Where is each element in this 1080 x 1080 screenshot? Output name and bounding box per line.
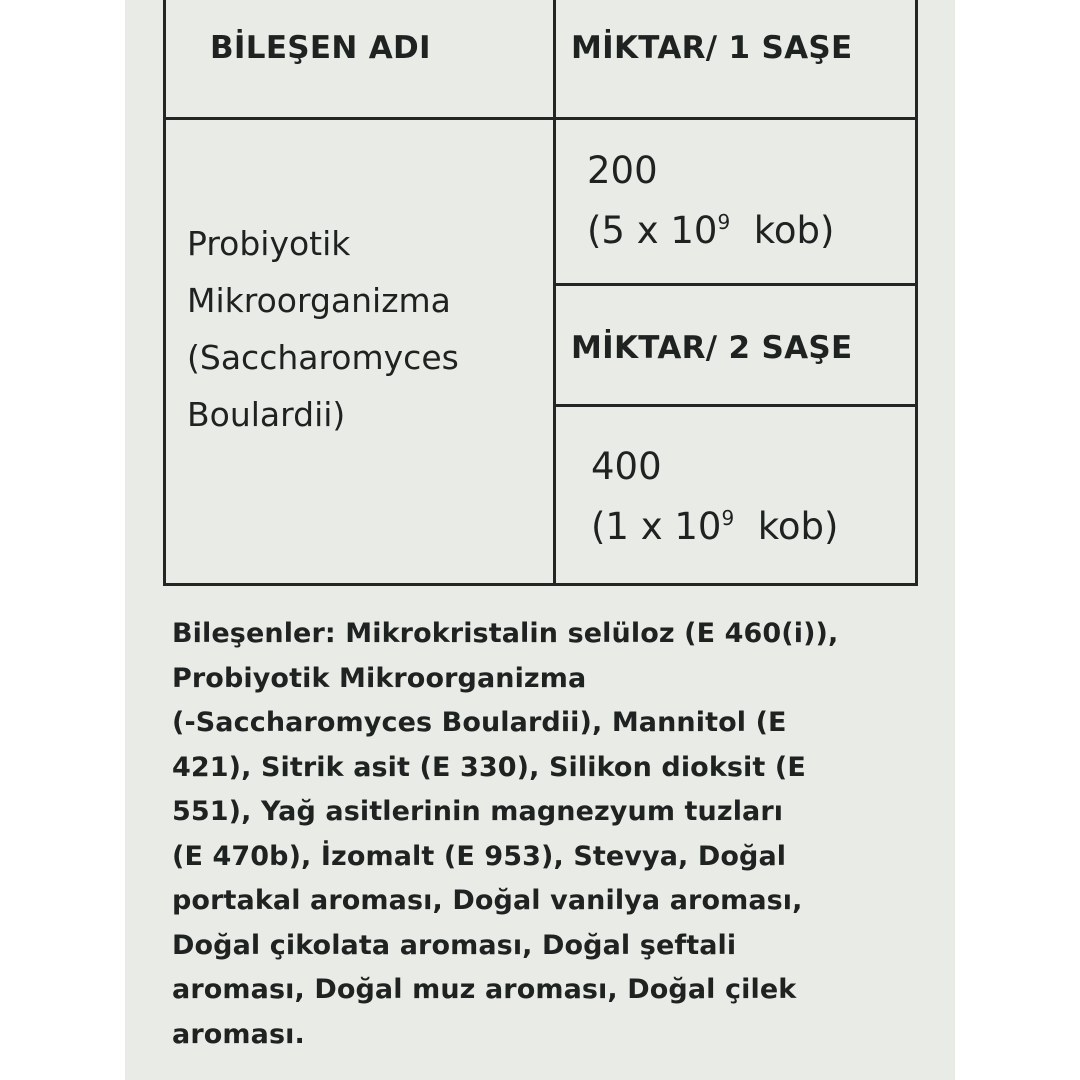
table-bottom-border	[163, 583, 918, 586]
amount-1-colony-count: (5 x $10^9$ kob)	[587, 209, 835, 252]
table-column-divider	[553, 0, 556, 586]
ingredients-paragraph	[172, 612, 912, 1057]
table-row-divider-2	[554, 404, 918, 407]
table-row-divider-1	[554, 283, 918, 286]
ingredients-line: (-Saccharomyces Boulardii), Mannitol (E	[172, 707, 787, 738]
ingredients-line: 421), Sitrik asit (E 330), Silikon dioksit (E	[172, 751, 806, 783]
ingredients-line: Doğal çikolata aroması, Doğal şeftali	[172, 929, 737, 961]
ingredients-line: 551), Yağ asitlerinin magnezyum tuzları	[172, 796, 784, 827]
table-header-divider	[163, 117, 918, 120]
component-line-2: Mikroorganizma	[187, 281, 451, 320]
component-line-1: Probiyotik	[187, 224, 351, 263]
amount-2-colony-count: (1 x $10^9$ kob)	[591, 505, 839, 548]
ingredients-line: Bileşenler: Mikrokristalin selüloz (E 460(i)),	[172, 618, 839, 649]
ingredients-line: portakal aroması, Doğal vanilya aroması,	[172, 885, 803, 916]
component-line-3: (Saccharomyces	[187, 338, 459, 377]
ingredients-line: aroması.	[172, 1018, 305, 1050]
amount-1-value: 200	[587, 149, 658, 192]
ingredients-line: Probiyotik Mikroorganizma	[172, 662, 587, 694]
ingredients-line: (E 470b), İzomalt (E 953), Stevya, Doğal	[172, 840, 787, 872]
component-name-header: BİLEŞEN ADI	[210, 30, 431, 66]
ingredients-line: aroması, Doğal muz aroması, Doğal çilek	[172, 974, 797, 1005]
amount-per-2-sachet-header: MİKTAR/ 2 SAŞE	[571, 330, 853, 366]
composition-table	[163, 0, 920, 586]
amount-per-1-sachet-header: MİKTAR/ 1 SAŞE	[571, 30, 853, 66]
table-left-border	[163, 0, 166, 586]
component-line-4: Boulardii)	[187, 395, 346, 434]
amount-2-value: 400	[591, 445, 662, 488]
table-right-border	[915, 0, 918, 586]
